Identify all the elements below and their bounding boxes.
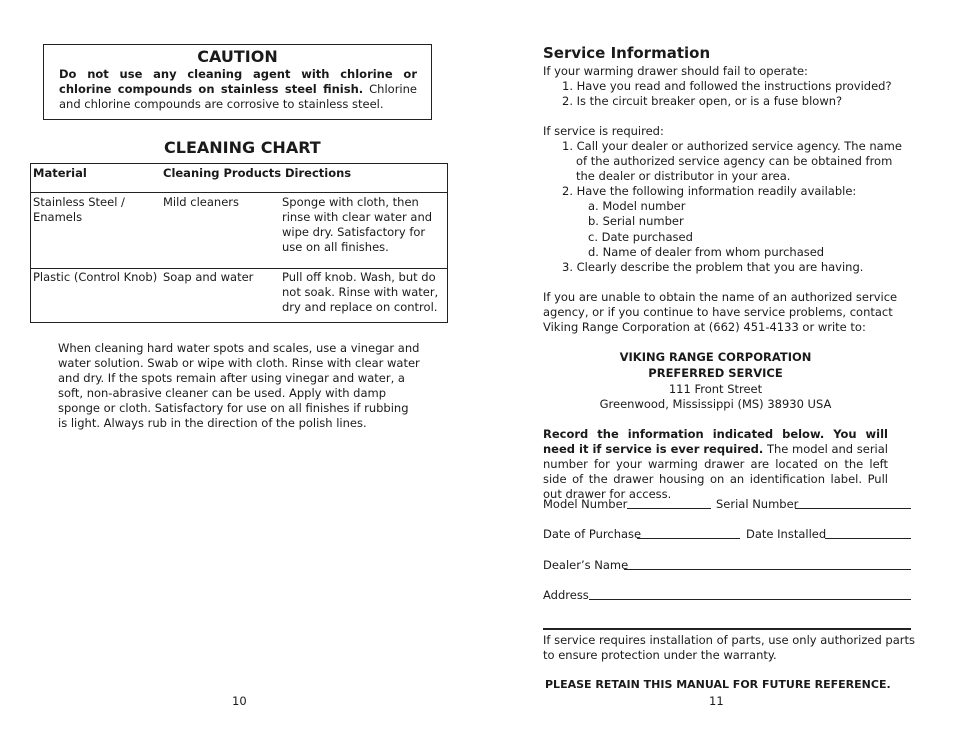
service-info-title: Service Information bbox=[543, 44, 711, 62]
address-company: VIKING RANGE CORPORATION bbox=[619, 350, 812, 364]
date-purchase-label: Date of Purchase bbox=[543, 527, 642, 541]
address-city: Greenwood, Mississippi (MS) 38930 USA bbox=[599, 397, 832, 411]
caution-text bbox=[59, 67, 417, 112]
parts-line: to ensure protection under the warranty. bbox=[543, 648, 777, 662]
record-text: The model and serial number for your warming drawer are located on the left side of the drawer housing on an identification label. Pull out drawer for access. bbox=[543, 442, 888, 501]
record-bold: Record the information indicated below. You will need it if service is ever required. bbox=[543, 427, 888, 456]
header-directions: Directions bbox=[285, 166, 352, 180]
caution-box bbox=[43, 44, 432, 120]
row-directions: Pull off knob. Wash, but do not soak. Rinse with water, dry and replace on control. bbox=[282, 270, 439, 314]
unable-line: agency, or if you continue to have service problems, contact bbox=[543, 305, 893, 319]
page-number-left: 10 bbox=[232, 694, 247, 708]
table-divider bbox=[31, 268, 447, 269]
address-label: Address bbox=[543, 588, 589, 602]
row-product: Soap and water bbox=[163, 270, 254, 284]
address-field[interactable] bbox=[589, 599, 911, 600]
page-number-right: 11 bbox=[709, 694, 724, 708]
check-item: 2. Is the circuit breaker open, or is a fuse blown? bbox=[562, 94, 843, 108]
address-street: 111 Front Street bbox=[668, 382, 763, 396]
dealer-name-label: Dealer’s Name bbox=[543, 558, 629, 572]
record-paragraph bbox=[543, 427, 888, 502]
caution-bold-text: Do not use any cleaning agent with chlorine or chlorine compounds on stainless steel finish. bbox=[59, 67, 417, 96]
row-product: Mild cleaners bbox=[163, 195, 239, 209]
date-purchase-field[interactable] bbox=[637, 538, 740, 539]
step-1-line: of the authorized service agency can be obtained from bbox=[576, 154, 893, 168]
row-material: Plastic (Control Knob) bbox=[33, 270, 158, 284]
model-number-label: Model Number bbox=[543, 497, 628, 511]
step-2: 2. Have the following information readily available: bbox=[562, 184, 857, 198]
hard-water-paragraph: When cleaning hard water spots and scales, use a vinegar and water solution. Swab or wipe with cloth. Rinse with clear water and dry. If the spots remain after using vinegar and water, a soft, non-abrasive cleaner can be used. Apply with damp sponge or cloth. Satisfactory for use on all finishes if rubbing is light. Always rub in the direction of the polish lines. bbox=[58, 341, 420, 430]
serial-number-field[interactable] bbox=[795, 508, 911, 509]
step-3: 3. Clearly describe the problem that you are having. bbox=[562, 260, 864, 274]
retain-notice: PLEASE RETAIN THIS MANUAL FOR FUTURE REFERENCE. bbox=[545, 678, 891, 691]
dealer-name-field[interactable] bbox=[624, 569, 911, 570]
unable-line: Viking Range Corporation at (662) 451-4133 or write to: bbox=[543, 320, 866, 334]
caution-title: CAUTION bbox=[197, 47, 278, 66]
serial-number-label: Serial Number bbox=[716, 497, 799, 511]
check-item: 1. Have you read and followed the instructions provided? bbox=[562, 79, 892, 93]
unable-line: If you are unable to obtain the name of an authorized service bbox=[543, 290, 898, 304]
table-divider bbox=[31, 192, 447, 193]
step-1-line: 1. Call your dealer or authorized service agency. The name bbox=[562, 139, 902, 153]
address-field-line-2[interactable] bbox=[543, 628, 911, 630]
row-directions: Sponge with cloth, then rinse with clear water and wipe dry. Satisfactory for use on all finishes. bbox=[282, 195, 433, 254]
intro-text: If your warming drawer should fail to operate: bbox=[543, 64, 808, 78]
row-material: Stainless Steel / Enamels bbox=[33, 195, 125, 224]
model-number-field[interactable] bbox=[627, 508, 711, 509]
info-item: d. Name of dealer from whom purchased bbox=[588, 245, 825, 259]
info-item: a. Model number bbox=[588, 199, 686, 213]
address-department: PREFERRED SERVICE bbox=[648, 366, 783, 380]
cleaning-chart-table bbox=[30, 163, 448, 323]
caution-body-text: Chlorine and chlorine compounds are corrosive to stainless steel. bbox=[59, 82, 417, 111]
service-intro: If service is required: bbox=[543, 124, 664, 138]
parts-line: If service requires installation of parts, use only authorized parts bbox=[543, 633, 915, 647]
step-1-line: the dealer or distributor in your area. bbox=[576, 169, 791, 183]
info-item: b. Serial number bbox=[588, 214, 684, 228]
cleaning-chart-title: CLEANING CHART bbox=[164, 138, 321, 157]
info-item: c. Date purchased bbox=[588, 230, 693, 244]
date-installed-label: Date Installed bbox=[746, 527, 827, 541]
date-installed-field[interactable] bbox=[825, 538, 911, 539]
header-cleaning-products: Cleaning Products bbox=[163, 166, 282, 180]
header-material: Material bbox=[33, 166, 87, 180]
